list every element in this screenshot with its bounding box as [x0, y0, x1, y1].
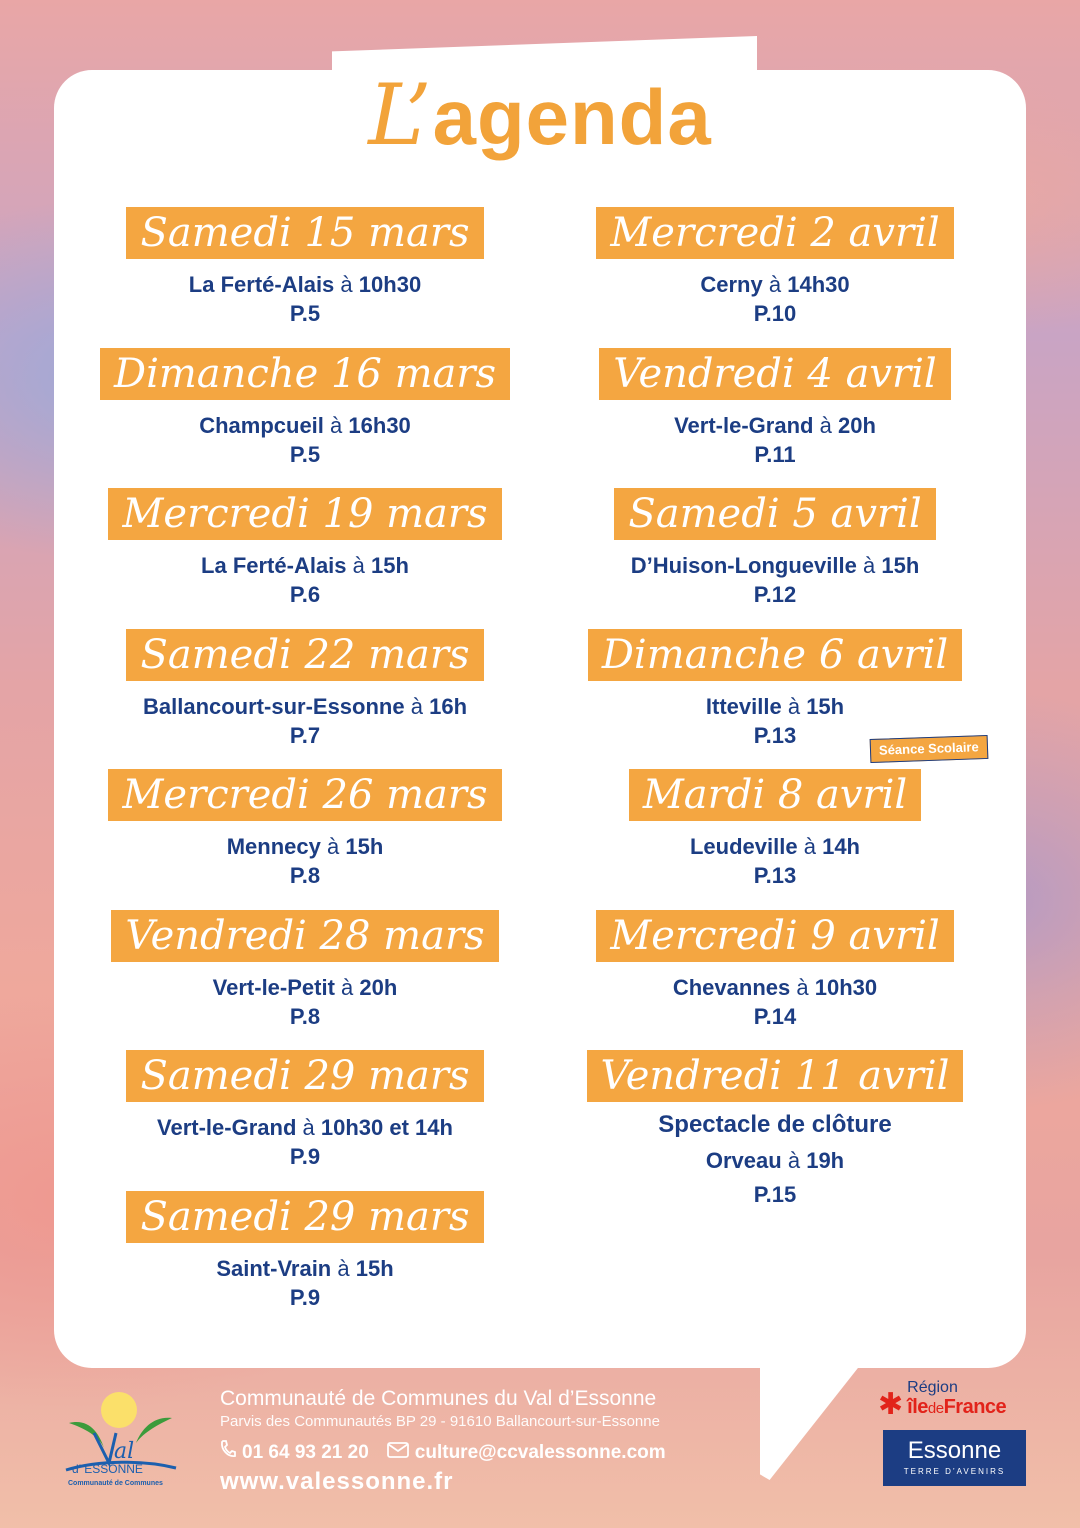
essonne-department-logo: [883, 1430, 1026, 1486]
event-location-time: [70, 833, 540, 861]
event-time: 20h: [837, 412, 876, 438]
agenda-entry: [70, 1050, 540, 1191]
agenda-entry: [540, 1050, 1010, 1207]
logo-name: al: [114, 1439, 135, 1464]
date-banner: Vendredi 11 avril: [587, 1050, 964, 1102]
star-icon: ✱: [878, 1388, 904, 1421]
date-banner: Dimanche 16 mars: [100, 348, 510, 400]
event-time: 14h: [822, 834, 860, 859]
date-banner: Samedi 29 mars: [126, 1050, 483, 1102]
event-time: 20h: [359, 974, 398, 1000]
page-reference: P.9: [289, 1284, 321, 1310]
page-reference: P.10: [753, 301, 797, 326]
event-location-time: [70, 1255, 540, 1283]
event-location-time: [540, 552, 1010, 580]
event-time: 15h: [355, 1255, 394, 1281]
page-title: L’agenda: [368, 66, 712, 164]
date-banner: Mercredi 19 mars: [108, 488, 501, 540]
essonne-name: Essonne: [907, 1437, 1002, 1464]
event-at: à: [819, 412, 832, 438]
date-banner: Mercredi 2 avril: [596, 207, 953, 259]
event-location-time: [70, 271, 540, 299]
date-banner: Vendredi 28 mars: [111, 910, 498, 962]
seance-scolaire-badge: Séance Scolaire: [870, 735, 989, 763]
agenda-entry: [70, 207, 540, 348]
event-place: Ballancourt-sur-Essonne: [142, 693, 405, 719]
event-place: Vert-le-Grand: [674, 412, 814, 438]
leaf-icon: [136, 1418, 172, 1443]
event-place: Vert-le-Grand: [157, 1115, 297, 1140]
logo-tag: Communauté de Communes: [68, 1480, 163, 1487]
event-time: 10h30: [814, 974, 878, 1000]
date-banner: Vendredi 4 avril: [599, 348, 950, 400]
event-special-title: Spectacle de clôture: [658, 1111, 892, 1138]
page-reference: P.11: [754, 441, 796, 467]
event-at: à: [410, 693, 423, 719]
event-time: 14h30: [787, 272, 850, 297]
event-location-time: [70, 412, 540, 440]
event-at: à: [340, 272, 353, 297]
event-location-time: [70, 974, 540, 1002]
sun-icon: [101, 1392, 137, 1428]
event-at: à: [352, 553, 365, 578]
agenda-entry: [70, 488, 540, 629]
event-time: 10h30: [358, 272, 422, 297]
page-reference: P.9: [289, 1144, 321, 1169]
event-at: à: [341, 974, 354, 1000]
event-time: 15h: [881, 553, 920, 578]
event-place: Mennecy: [226, 834, 321, 859]
agenda-entry: [540, 207, 1010, 348]
event-place: La Ferté-Alais: [201, 553, 347, 578]
event-place: Vert-le-Petit: [212, 974, 335, 1000]
page-reference: P.13: [753, 863, 797, 888]
event-location-time: [70, 552, 540, 580]
agenda-entry: [540, 348, 1010, 489]
event-place: Itteville: [705, 693, 782, 719]
agenda-entry: [540, 739, 1010, 910]
page-reference: P.8: [289, 1003, 321, 1029]
event-place: Leudeville: [689, 834, 798, 859]
page-reference: P.14: [753, 1003, 797, 1029]
agenda-entry: [70, 629, 540, 770]
page-reference: P.6: [289, 582, 321, 607]
event-time: 19h: [806, 1148, 845, 1173]
agenda-entry: [70, 1191, 540, 1332]
event-place: Chevannes: [672, 974, 791, 1000]
event-at: à: [796, 974, 809, 1000]
event-place: Orveau: [705, 1148, 782, 1173]
event-location-time: [70, 693, 540, 721]
event-time: 15h: [806, 693, 845, 719]
date-banner: Samedi 5 avril: [614, 488, 935, 540]
org-address: Parvis des Communautés BP 29 - 91610 Ballancourt-sur-Essonne: [220, 1413, 660, 1430]
agenda-entry: [540, 488, 1010, 629]
event-at: à: [326, 834, 340, 859]
page-reference: P.7: [289, 722, 321, 748]
date-banner: Samedi 22 mars: [126, 629, 483, 681]
agenda-column-mars: [70, 207, 540, 1331]
event-location-time: [540, 271, 1010, 299]
event-location-time: [540, 1144, 1010, 1178]
page-reference: P.8: [289, 863, 321, 888]
event-location-time: [540, 833, 1010, 861]
event-at: à: [803, 834, 816, 859]
event-place: D’Huison-Longueville: [630, 553, 857, 578]
page-reference: P.13: [753, 722, 797, 748]
event-place: Champcueil: [199, 412, 324, 438]
page-reference: P.5: [289, 441, 321, 467]
mail-icon: [387, 1441, 409, 1465]
speech-bubble-tail: [760, 1340, 880, 1480]
event-location-time: [540, 974, 1010, 1002]
date-banner: Mardi 8 avril: [629, 769, 921, 821]
agenda-column-avril: [540, 207, 1010, 1207]
footer-contact: [220, 1386, 666, 1497]
region-ile-de-france-logo: [878, 1380, 1038, 1424]
event-place: La Ferté-Alais: [188, 272, 335, 297]
phone-icon: [220, 1440, 236, 1465]
event-at: à: [768, 272, 782, 297]
email-link[interactable]: culture@ccvalessonne.com: [414, 1441, 666, 1463]
region-name: îledeFrance: [907, 1396, 1007, 1418]
date-banner: Samedi 29 mars: [126, 1191, 483, 1243]
date-banner: Mercredi 26 mars: [108, 769, 501, 821]
event-location-time: [540, 693, 1010, 721]
event-time: 15h: [345, 834, 384, 859]
phone-number[interactable]: 01 64 93 21 20: [242, 1441, 369, 1463]
logo-sub: d’ ESSONNE: [72, 1462, 143, 1476]
event-location-time: [540, 412, 1010, 440]
event-place: Saint-Vrain: [216, 1255, 332, 1281]
event-place: Cerny: [700, 272, 763, 297]
event-at: à: [862, 553, 876, 578]
date-banner: Mercredi 9 avril: [596, 910, 953, 962]
event-location-time: [70, 1114, 540, 1142]
event-at: à: [302, 1115, 315, 1140]
event-time: 15h: [371, 553, 409, 578]
agenda-entry: [70, 769, 540, 910]
date-banner: Samedi 15 mars: [126, 207, 483, 259]
event-at: à: [337, 1255, 350, 1281]
page-reference: P.5: [289, 301, 321, 326]
event-time: 16h30: [348, 412, 411, 438]
val-essonne-logo: [64, 1388, 179, 1488]
event-at: à: [787, 1148, 801, 1173]
contact-line: [220, 1440, 666, 1465]
agenda-entry: [540, 910, 1010, 1051]
date-banner: Dimanche 6 avril: [588, 629, 962, 681]
event-at: à: [787, 693, 801, 719]
event-at: à: [330, 412, 343, 438]
event-time: 16h: [429, 693, 468, 719]
website-link[interactable]: www.valessonne.fr: [220, 1468, 454, 1495]
agenda-entry: [70, 348, 540, 489]
region-label: Région: [907, 1379, 958, 1396]
org-name: Communauté de Communes du Val d’Essonne: [220, 1387, 657, 1410]
agenda-entry: [70, 910, 540, 1051]
essonne-tagline: TERRE D’AVENIRS: [903, 1467, 1006, 1476]
event-time: 10h30 et 14h: [320, 1115, 453, 1140]
page-reference: P.12: [753, 582, 797, 607]
page-reference: P.15: [753, 1182, 797, 1207]
